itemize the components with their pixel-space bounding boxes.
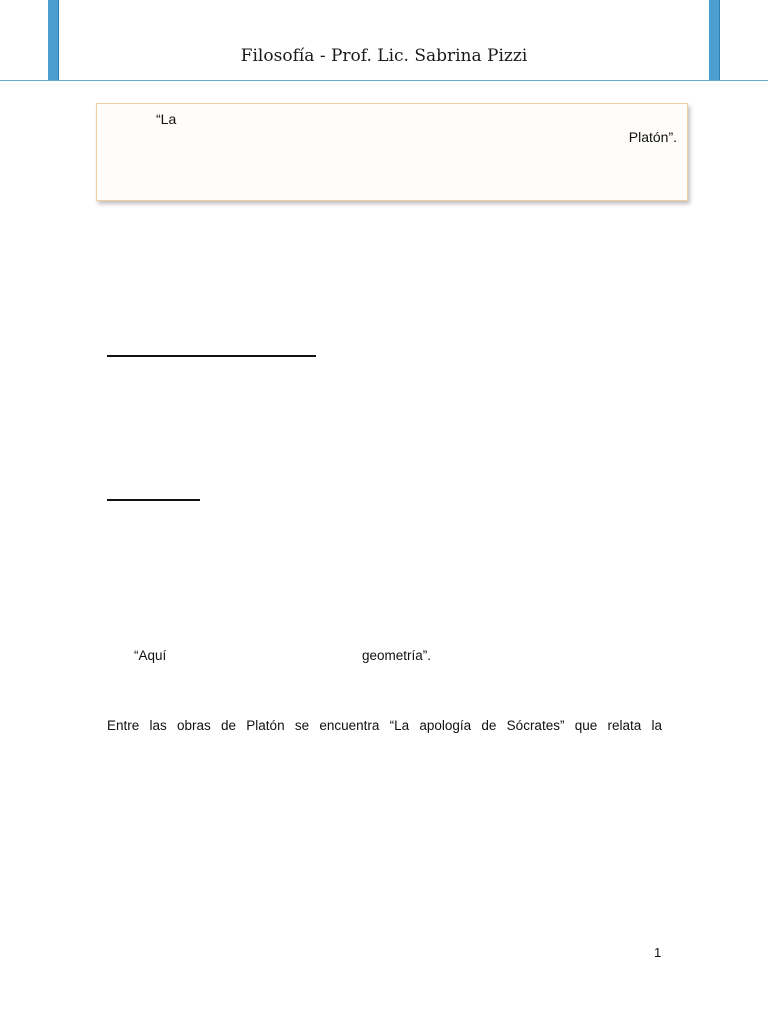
quote-opening-text: “La xyxy=(156,111,177,127)
heading-underline-2 xyxy=(107,499,200,501)
header-title: Filosofía - Prof. Lic. Sabrina Pizzi xyxy=(240,46,528,66)
heading-underline-1 xyxy=(107,355,316,357)
body-paragraph: Entre las obras de Platón se encuentra “La apología de Sócrates” que relata la xyxy=(107,718,662,733)
quote-box xyxy=(96,103,688,201)
quote-fragment-geometria: geometría”. xyxy=(362,648,432,663)
quote-fragment-aqui: “Aquí xyxy=(134,648,167,663)
header-divider xyxy=(0,80,768,81)
header-right-accent-bar xyxy=(709,0,720,80)
quote-attribution: Platón”. xyxy=(628,129,677,145)
header-left-accent-bar xyxy=(48,0,59,80)
page-number: 1 xyxy=(654,945,662,960)
